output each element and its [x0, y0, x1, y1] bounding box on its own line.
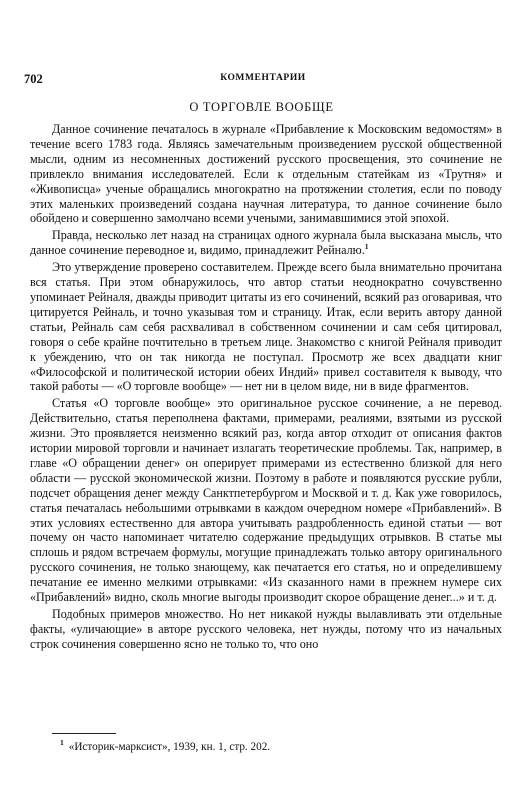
page-header	[24, 72, 502, 86]
paragraph: Подобных примеров множество. Но нет никакой нужды вылавливать эти отдельные факты, «уличающие» в авторе русского человека, нет нужды, потому что из начальных строк сочинения совершенно ясно не только то, что оно	[30, 607, 502, 651]
footnote-marker: 1	[60, 738, 64, 748]
paragraph-text: Правда, несколько лет назад на страницах одного журнала была высказана мысль, что данное сочинение переводное и, видимо, принадлежит Рейналю.	[30, 228, 502, 258]
paragraph: Статья «О торговле вообще» это оригинальное русское сочинение, а не перевод. Действительно, статья переполнена фактами, примерами, реалиями, взятыми из русской жизни. Это проявляется неизменно всякий раз, когда автор отходит от описания фактов истории мировой торговли и начинает излагать теоретические проблемы. Так, например, в главе «О обращении денег» он оперирует примерами из естественно близкой для него области — русской экономической жизни. Поэтому в работе и появляются русские рубли, подсчет обращения денег между Санктпетербургом и Москвой и т. д. Как уже говорилось, статья печаталась небольшими отрывками в каждом очередном номере «Прибавлений». В этих условиях естественно для автора учитывать раздробленность единой статьи — вот почему он часто напоминает читателю содержание предыдущих отрывков. В статье мы сплошь и рядом встречаем формулы, могущие принадлежать только автору оригинального русского сочинения, не только знающему, как печатается его статья, но и определившему печатание ее именно мелкими отрывками: «Из сказанного нами в прежнем нумере сих «Прибавлений» видно, сколь многие выгоды производит скорое обращение денег...» и т. д.	[30, 396, 502, 605]
footnote	[60, 740, 500, 754]
section-title: О ТОРГОВЛЕ ВООБЩЕ	[189, 100, 334, 114]
body-text	[30, 122, 502, 652]
paragraph: Это утверждение проверено составителем. Прежде всего была внимательно прочитана вся статья. При этом обнаружилось, что автор статьи неоднократно сочувственно упоминает Рейналя, дважды приводит цитаты из его сочинений, всякий раз оговаривая, что цитируется Рейналь, и точно указывая том и страницу. Итак, если верить автору данной статьи, Рейналь сам себя расхваливал в собственном сочинении и сам себя цитировал, говоря о себе крайне почтительно в третьем лице. Знакомство с книгой Рейналя приводит к убеждению, что он так никогда не поступал. Просмотр же всех двадцати книг «Философской и политической истории обеих Индий» привел составителя к выводу, что такой работы — «О торговле вообще» — нет ни в целом виде, ни в виде фрагментов.	[30, 260, 502, 394]
running-head: КОММЕНТАРИИ	[220, 73, 306, 83]
footnote-reference: 1	[364, 242, 369, 252]
paragraph: Данное сочинение печаталось в журнале «Прибавление к Московским ведомостям» в течение всего 1783 года. Являясь замечательным произведением русской общественной мысли, одним из несомненных достижений русского просвещения, это сочинение не привлекло внимания исследователей. Если к отдельным статейкам из «Трутня» и «Живописца» ученые обращались многократно на протяжении столетия, если по поводу этих маленьких произведений создана научная литература, то данное сочинение было обойдено и совершенно замолчано всеми учеными, занимавшимися этой эпохой.	[30, 122, 502, 226]
paragraph	[30, 228, 502, 258]
footnote-text: «Историк-марксист», 1939, кн. 1, стр. 202.	[68, 741, 271, 753]
page-number: 702	[24, 72, 43, 86]
footnote-divider	[52, 733, 116, 734]
